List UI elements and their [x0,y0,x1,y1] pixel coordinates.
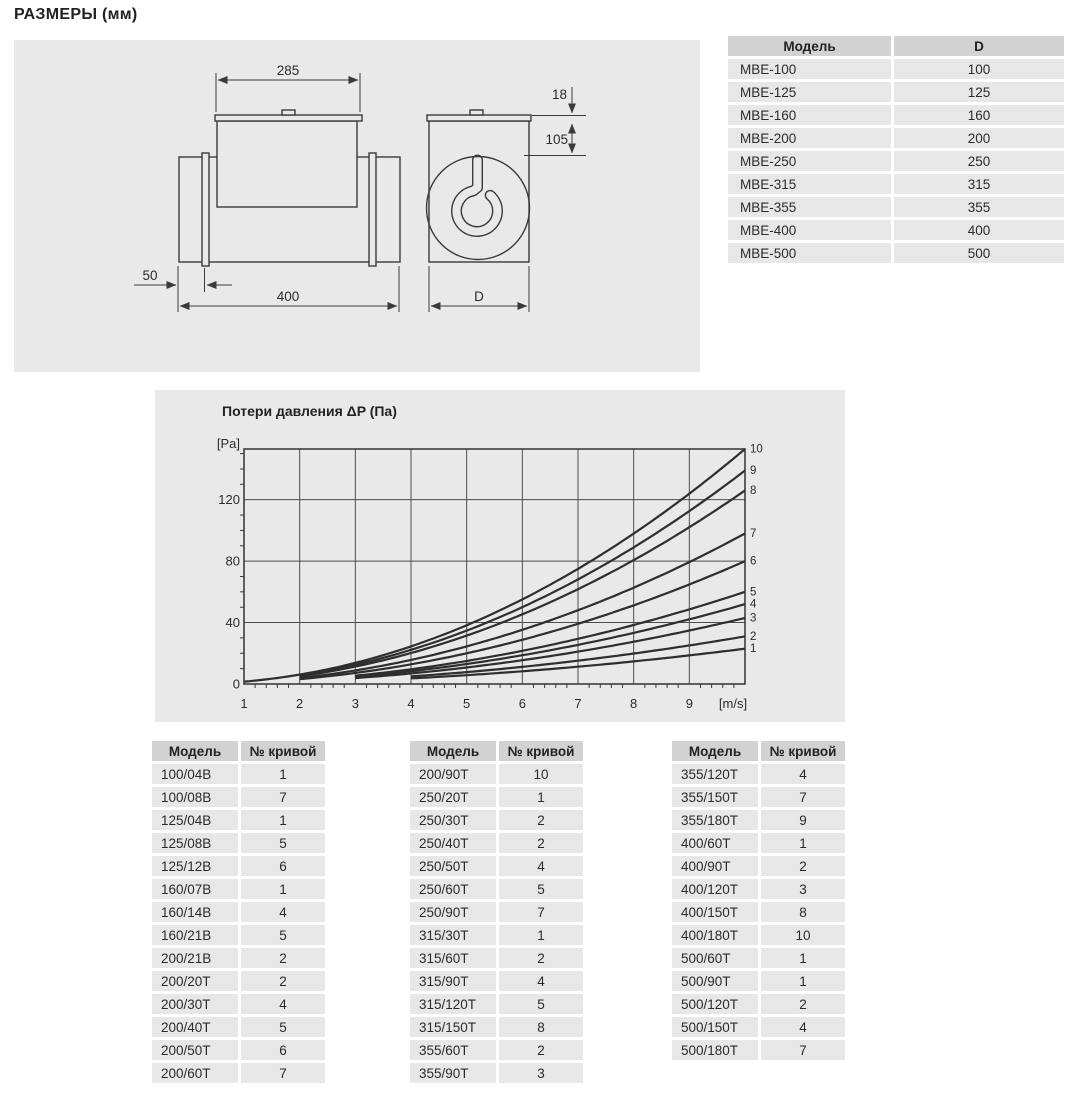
value-cell: 5 [238,1017,325,1037]
model-cell: MBE-500 [728,243,891,263]
header-row [410,741,583,761]
table-row [410,1017,583,1037]
table-row [672,787,845,807]
table-row [152,1017,325,1037]
cover-handle-front [470,110,483,115]
curve-number-label: 7 [750,527,757,540]
table-row [728,128,1064,148]
model-cell: 355/150T [672,787,758,807]
dim-label-285: 285 [276,63,300,78]
dim-label-18: 18 [551,87,567,102]
dimension-drawing-panel [14,40,700,372]
value-cell: 1 [238,810,325,830]
table-row [410,879,583,899]
model-cell: 200/90T [410,764,496,784]
table-row [410,764,583,784]
value-cell: 8 [758,902,845,922]
model-cell: 500/120T [672,994,758,1014]
model-cell: 100/08B [152,787,238,807]
value-cell: 315 [891,174,1064,194]
table-row [152,764,325,784]
table-row [728,82,1064,102]
value-cell: 2 [496,948,583,968]
column-header: № кривой [758,741,845,761]
x-tick-label: 9 [685,696,693,711]
value-cell: 7 [758,1040,845,1060]
model-cell: 315/120T [410,994,496,1014]
table-row [672,1040,845,1060]
x-tick-label: 6 [518,696,526,711]
model-cell: MBE-400 [728,220,891,240]
value-cell: 1 [758,971,845,991]
model-cell: 250/50T [410,856,496,876]
table-row [152,833,325,853]
table-row [410,856,583,876]
value-cell: 4 [238,902,325,922]
model-cell: 500/180T [672,1040,758,1060]
value-cell: 7 [496,902,583,922]
page-title: РАЗМЕРЫ (мм) [14,6,138,23]
x-tick-label: 2 [296,696,304,711]
table-row [728,151,1064,171]
value-cell: 4 [496,856,583,876]
cover-handle-side [282,110,295,115]
pressure-loss-chart-panel [155,390,845,722]
curve-table-2 [410,738,583,1086]
value-cell: 2 [758,856,845,876]
table-row [672,1017,845,1037]
table-row [728,105,1064,125]
value-cell: 1 [758,948,845,968]
value-cell: 9 [758,810,845,830]
model-cell: 400/150T [672,902,758,922]
x-axis-unit-label: [m/s] [718,696,748,711]
value-cell: 125 [891,82,1064,102]
curve-number-label: 4 [750,598,757,611]
pressure-loss-chart [155,390,845,727]
value-cell: 10 [758,925,845,945]
table-row [152,1063,325,1083]
value-cell: 7 [238,787,325,807]
curve-number-label: 8 [750,484,757,497]
value-cell: 100 [891,59,1064,79]
model-cell: 250/40T [410,833,496,853]
table-row [672,902,845,922]
model-cell: 500/90T [672,971,758,991]
value-cell: 4 [758,1017,845,1037]
value-cell: 6 [238,1040,325,1060]
model-cell: 125/12B [152,856,238,876]
table-row [152,879,325,899]
value-cell: 3 [758,879,845,899]
table-row [152,787,325,807]
value-cell: 250 [891,151,1064,171]
value-cell: 3 [496,1063,583,1083]
value-cell: 1 [496,925,583,945]
x-tick-label: 4 [407,696,415,711]
table-row [728,59,1064,79]
value-cell: 5 [496,879,583,899]
curve-number-label: 2 [750,630,757,643]
value-cell: 2 [496,1040,583,1060]
value-cell: 355 [891,197,1064,217]
dim-label-400: 400 [276,289,300,304]
table-row [152,925,325,945]
terminal-box-cover-front [427,115,531,121]
terminal-box-side [217,121,357,207]
curve-number-label: 9 [750,465,757,478]
value-cell: 2 [496,810,583,830]
curve-number-label: 10 [750,443,763,456]
table-row [410,1063,583,1083]
model-d-table [728,33,1064,266]
y-tick-label: 40 [225,615,240,631]
model-cell: 200/20T [152,971,238,991]
model-cell: 160/21B [152,925,238,945]
curve-number-label: 1 [750,643,757,656]
value-cell: 400 [891,220,1064,240]
table-row [672,925,845,945]
value-cell: 7 [238,1063,325,1083]
model-cell: MBE-100 [728,59,891,79]
flange-right [369,153,376,266]
value-cell: 2 [238,971,325,991]
model-cell: MBE-160 [728,105,891,125]
model-cell: 355/60T [410,1040,496,1060]
table-row [672,879,845,899]
table-row [672,948,845,968]
y-axis-unit-label: [Pa] [216,436,240,451]
model-cell: 355/180T [672,810,758,830]
table-row [410,994,583,1014]
value-cell: 6 [238,856,325,876]
model-cell: 400/120T [672,879,758,899]
value-cell: 500 [891,243,1064,263]
value-cell: 2 [758,994,845,1014]
column-header: № кривой [496,741,583,761]
column-header: Модель [152,741,238,761]
table-row [672,810,845,830]
model-cell: MBE-250 [728,151,891,171]
x-tick-label: 5 [463,696,471,711]
table-row [672,994,845,1014]
value-cell: 5 [238,925,325,945]
model-cell: 500/60T [672,948,758,968]
curve-table-3 [672,738,845,1063]
value-cell: 4 [758,764,845,784]
model-cell: 200/60T [152,1063,238,1083]
model-cell: 200/30T [152,994,238,1014]
table-row [672,833,845,853]
value-cell: 2 [496,833,583,853]
value-cell: 1 [496,787,583,807]
column-header: Модель [410,741,496,761]
table-row [410,1040,583,1060]
table-row [728,243,1064,263]
column-header: Модель [672,741,758,761]
value-cell: 1 [758,833,845,853]
pressure-curve-4 [355,604,745,677]
value-cell: 5 [496,994,583,1014]
table-row [410,902,583,922]
model-cell: 355/90T [410,1063,496,1083]
model-cell: 315/150T [410,1017,496,1037]
model-cell: 355/120T [672,764,758,784]
column-header: № кривой [238,741,325,761]
table-row [410,833,583,853]
model-cell: 315/30T [410,925,496,945]
model-cell: 400/180T [672,925,758,945]
curve-number-label: 3 [750,612,757,625]
header-row [728,36,1064,56]
duct-heater-drawing [14,40,700,372]
table-row [672,764,845,784]
table-row [410,948,583,968]
y-tick-label: 120 [218,492,240,508]
table-row [152,948,325,968]
model-cell: MBE-125 [728,82,891,102]
dim-label-105: 105 [545,132,568,147]
model-cell: 250/60T [410,879,496,899]
header-row [152,741,325,761]
value-cell: 4 [496,971,583,991]
table-row [152,994,325,1014]
model-cell: 125/08B [152,833,238,853]
y-tick-label: 80 [225,553,240,569]
flange-left [202,153,209,266]
curve-number-label: 6 [750,555,757,568]
table-row [152,971,325,991]
model-cell: 100/04B [152,764,238,784]
table-row [672,971,845,991]
table-row [672,856,845,876]
dim-label-D: D [474,289,484,304]
x-tick-label: 7 [574,696,582,711]
table-row [410,925,583,945]
model-cell: 400/60T [672,833,758,853]
value-cell: 2 [238,948,325,968]
curve-number-label: 5 [750,586,757,599]
value-cell: 1 [238,764,325,784]
chart-title: Потери давления ΔP (Па) [222,403,397,419]
column-header: Модель [728,36,891,56]
table-row [152,1040,325,1060]
terminal-box-cover-side [215,115,362,121]
table-row [410,971,583,991]
model-cell: 315/90T [410,971,496,991]
model-cell: MBE-315 [728,174,891,194]
value-cell: 4 [238,994,325,1014]
value-cell: 7 [758,787,845,807]
model-cell: 160/07B [152,879,238,899]
model-cell: 250/30T [410,810,496,830]
x-tick-label: 3 [351,696,359,711]
model-cell: 400/90T [672,856,758,876]
model-cell: MBE-200 [728,128,891,148]
y-tick-label: 0 [232,676,240,692]
x-tick-label: 8 [630,696,638,711]
model-cell: 500/150T [672,1017,758,1037]
model-cell: 125/04B [152,810,238,830]
x-tick-label: 1 [240,696,248,711]
value-cell: 5 [238,833,325,853]
model-cell: 200/40T [152,1017,238,1037]
dim-label-50: 50 [142,268,158,283]
value-cell: 8 [496,1017,583,1037]
model-cell: 250/20T [410,787,496,807]
table-row [728,220,1064,240]
table-row [728,197,1064,217]
value-cell: 160 [891,105,1064,125]
table-row [410,787,583,807]
value-cell: 1 [238,879,325,899]
column-header: D [891,36,1064,56]
table-row [152,810,325,830]
table-row [152,902,325,922]
model-cell: 315/60T [410,948,496,968]
value-cell: 200 [891,128,1064,148]
table-row [728,174,1064,194]
curve-table-1 [152,738,325,1086]
value-cell: 10 [496,764,583,784]
model-cell: 160/14B [152,902,238,922]
header-row [672,741,845,761]
model-cell: 200/21B [152,948,238,968]
table-row [410,810,583,830]
model-cell: 200/50T [152,1040,238,1060]
model-cell: 250/90T [410,902,496,922]
model-cell: MBE-355 [728,197,891,217]
table-row [152,856,325,876]
